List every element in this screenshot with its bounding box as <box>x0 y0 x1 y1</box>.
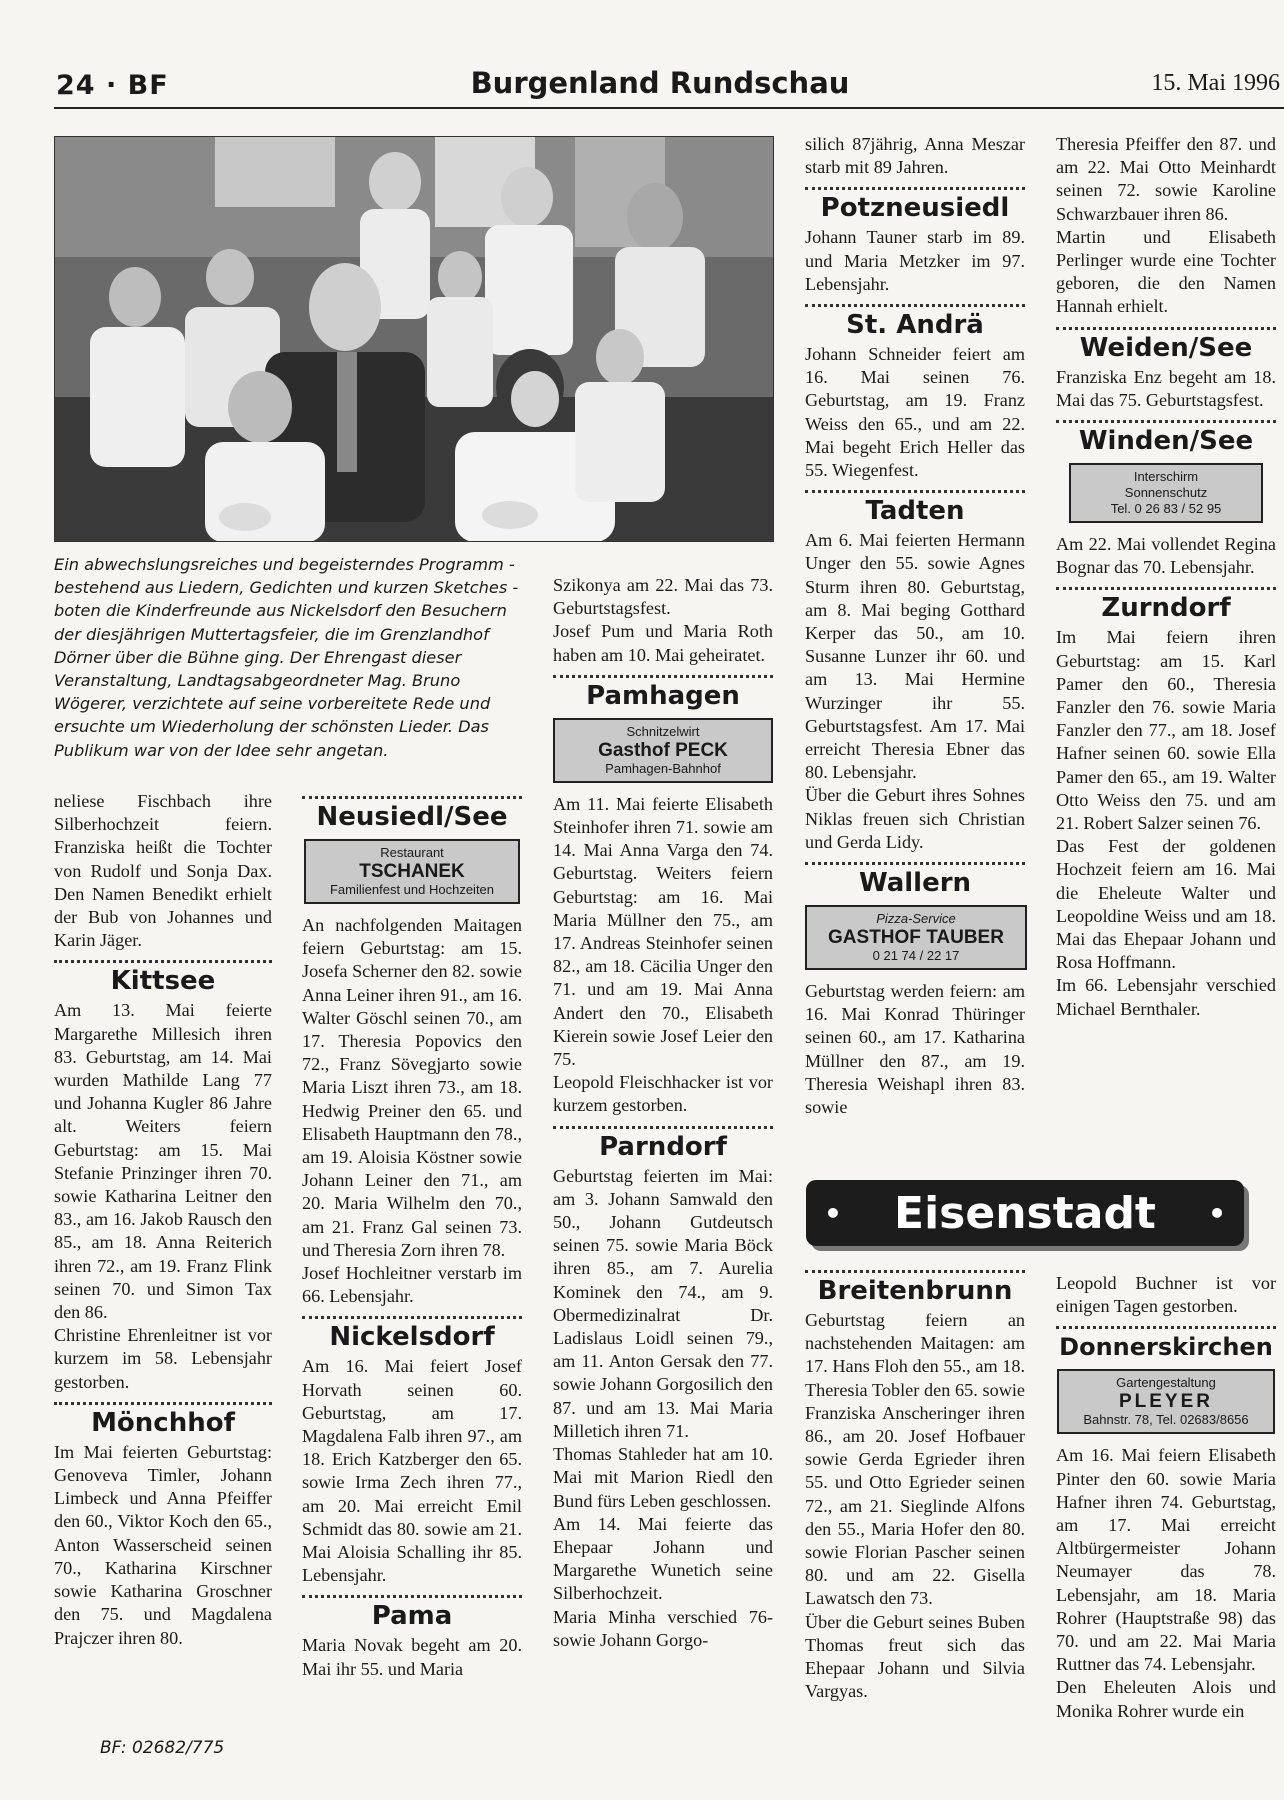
article-text: Franziska Enz begeht am 18. Mai das 75. Geburtstagsfest. <box>1056 366 1276 410</box>
article-text: Geburtstag feiern an nachstehenden Maitagen: am 17. Hans Floh den 55., am 18. Theresia Tobler den 65. sowie Franziska Anscheringer ihren 86., am 20. Josef Hofbauer sowie Gerda Egrieder ihren 55. und Otto Egrieder seinen 72., am 21. Sieglinde Alfons den 55., Maria Hofer den 80. sowie Florian Pascher seinen 80. und am 22. Gisella Lawatsch den 73. <box>805 1310 1025 1609</box>
article-text: neliese Fischbach ihre Silberhochzeit feiern. Franziska heißt die Tochter von Rudolf und Sonja Dax. Den Namen Benedikt erhielt der Bub von Johannes und Karin Jäger. <box>54 791 272 951</box>
ad-gasthof-tauber <box>805 905 1027 970</box>
section-divider <box>1056 1326 1276 1329</box>
bullet: • <box>1208 1196 1226 1230</box>
ad-line: TSCHANEK <box>359 861 465 882</box>
ad-line: Tel. 0 26 83 / 52 95 <box>1110 501 1222 517</box>
region-banner-eisenstadt <box>806 1180 1244 1246</box>
article-text: Am 6. Mai feierten Hermann Unger den 55. sowie Agnes Sturm ihren 80. Geburtstag, am 8. Mai beging Gotthard Kerper das 50., am 10. Susanne Lunzer ihr 60. und am 13. Mai Hermine Wurzinger ihr 55. Geburtstagsfest. Am 17. Mai erreicht Theresia Ebner das 80. Lebensjahr. <box>805 530 1025 783</box>
article-text: Den Eheleuten Alois und Monika Rohrer wurde ein <box>1056 1677 1276 1721</box>
section-divider <box>1056 420 1276 423</box>
section-title-pamhagen: Pamhagen <box>586 680 740 711</box>
article-text: Am 11. Mai feierte Elisabeth Steinhofer ihren 71. sowie am 14. Mai Anna Varga den 74. Geburtstag. Weiters feiern Geburtstag: am 16. Mai Maria Müllner den 75., am 17. Andreas Steinhofer seinen 82., am 18. Cäcilia Unger den 71. und am 19. Mai Anna Andert den 70., Elisabeth Kierein sowie Josef Leier den 75. <box>553 793 773 1070</box>
ad-line: Familienfest und Hochzeiten <box>329 882 495 897</box>
ad-line: Bahnstr. 78, Tel. 02683/8656 <box>1083 1412 1249 1428</box>
article-text: Am 16. Mai feiern Elisabeth Pinter den 60. sowie Maria Hafner ihren 74. Geburtstag, am 17. Mai erreicht Altbürgermeister Johann Neumayer das 78. Lebensjahr, am 18. Maria Rohrer (Hauptstraße 98) das 70. und am 22. Mai Maria Ruttner das 74. Lebensjahr. <box>1056 1445 1276 1675</box>
article-text: Josef Pum und Maria Roth haben am 10. Mai geheiratet. <box>553 621 773 665</box>
section-title-kittsee: Kittsee <box>110 966 216 997</box>
section-title-moenchhof: Mönchhof <box>91 1407 235 1438</box>
photo-caption: Ein abwechslungsreiches und begeisterndes Programm - bestehend aus Liedern, Gedichten und kurzen Sketches - boten die Kinderfreunde aus Nickelsdorf den Besuchern der diesjährigen Muttertagsfeier, die im Grenzlandhof Dörner über die Bühne ging. Der Ehrengast dieser Veranstaltung, Landtagsabgeordneter Mag. Bruno Wögerer, verzichtete auf seine vorbereitete Rede und ersuchte um Wiederholung der schönsten Lieder. Das Publikum war von der Idee sehr angetan. <box>54 555 519 760</box>
section-divider <box>1056 327 1276 330</box>
section-divider <box>805 304 1025 307</box>
article-text: Im Mai feiern ihren Geburtstag: am 15. Karl Pamer den 60., Theresia Fanzler den 76. sowie Maria Fanzler den 77., am 18. Josef Hafner seinen 60. sowie Ella Pamer den 65., am 19. Walter Otto Weiss den 75. und am 21. Robert Salzer seinen 76. <box>1056 627 1276 834</box>
ad-line: Pizza-Service <box>876 911 956 927</box>
article-text: Leopold Buchner ist vor einigen Tagen gestorben. <box>1056 1273 1276 1317</box>
section-divider <box>805 1270 1025 1273</box>
section-divider <box>1056 587 1276 590</box>
section-title-breitenbrunn: Breitenbrunn <box>817 1276 1013 1306</box>
article-text: Maria Novak begeht am 20. Mai ihr 55. und Maria <box>302 1635 522 1679</box>
section-title-weiden: Weiden/See <box>1079 332 1253 363</box>
article-text: Im Mai feierten Geburtstag: Genoveva Timler, Johann Limbeck und Anna Pfeiffer den 60., Viktor Koch den 65., Anton Wasserscheid seinen 70., Katharina Kirschner sowie Katharina Groschner den 75. und Magdalena Prajczer ihren 80. <box>54 1441 272 1648</box>
article-text: Im 66. Lebensjahr verschied Michael Bernthaler. <box>1056 975 1276 1019</box>
photo-children-and-guest-icon <box>55 137 773 541</box>
section-title-wallern: Wallern <box>858 868 972 899</box>
article-text: Am 16. Mai feiert Josef Horvath seinen 60. Geburtstag, am 17. Magdalena Falb ihren 97., am 18. Erich Katzberger den 65. sowie Irma Zech ihren 77., am 20. Mai erreicht Emil Schmidt das 80. sowie am 21. Mai Aloisia Schalling ihr 85. Lebensjahr. <box>302 1356 522 1586</box>
article-text: Geburtstag werden feiern: am 16. Mai Konrad Thüringer seinen 60., am 17. Katharina Müllner den 87., am 19. Theresia Weishapl ihren 83. sowie <box>805 981 1025 1118</box>
ad-line: Pamhagen-Bahnhof <box>605 760 721 776</box>
section-title-nickelsdorf: Nickelsdorf <box>329 1322 495 1353</box>
ad-line: Restaurant <box>380 845 444 860</box>
ad-line: 0 21 74 / 22 17 <box>872 948 960 964</box>
section-divider <box>805 490 1025 493</box>
ad-tschanek <box>304 839 520 904</box>
section-title-zurndorf: Zurndorf <box>1101 593 1231 624</box>
issue-date: 15. Mai 1996 <box>1151 70 1280 96</box>
section-title-potzneusiedl: Potzneusiedl <box>820 193 1010 224</box>
ad-line: Sonnenschutz <box>1124 485 1208 501</box>
header-rule <box>54 107 1284 109</box>
article-text: silich 87jährig, Anna Meszar starb mit 89 Jahren. <box>805 134 1025 178</box>
news-photo <box>54 136 774 542</box>
article-text: Szikonya am 22. Mai das 73. Geburtstagsfest. <box>553 575 773 619</box>
article-text: Martin und Elisabeth Perlinger wurde eine Tochter geboren, die den Namen Hannah erhielt. <box>1056 226 1276 317</box>
column-breitenbrunn <box>805 1262 1025 1703</box>
footer-phone: BF: 02682/775 <box>100 1738 225 1758</box>
ad-interschirm <box>1069 463 1263 523</box>
article-text: Geburtstag feierten im Mai: am 3. Johann Samwald den 50., Johann Gutdeutsch seinen 75. sowie Maria Böck ihren 85., am 7. Aurelia Kominek den 74., am 9. Obermedizinalrat Dr. Ladislaus Loidl seinen 79., am 11. Anton Gersak den 77. sowie Johann Gorgosilich den 87. und am 13. Mai Maria Milletich ihren 71. <box>553 1165 773 1441</box>
column-1 <box>54 790 272 1650</box>
article-text: Am 22. Mai vollendet Regina Bognar das 70. Lebensjahr. <box>1056 534 1276 578</box>
article-text: Christine Ehrenleitner ist vor kurzem im 58. Lebensjahr gestorben. <box>54 1325 272 1392</box>
section-divider <box>805 187 1025 190</box>
article-text: Josef Hochleitner verstarb im 66. Lebensjahr. <box>302 1263 522 1307</box>
section-title-standrae: St. Andrä <box>846 310 984 341</box>
section-title-winden: Winden/See <box>1078 426 1254 457</box>
ad-line: GASTHOF TAUBER <box>828 927 1004 949</box>
section-title-pama: Pama <box>371 1601 453 1632</box>
article-text: Johann Tauner starb im 89. und Maria Metzker im 97. Lebensjahr. <box>805 227 1025 294</box>
section-divider <box>302 796 522 799</box>
column-2 <box>302 788 522 1681</box>
section-divider <box>302 1595 522 1598</box>
article-text: Johann Schneider feiert am 16. Mai seinen 76. Geburtstag, am 19. Franz Weiss den 65., und am 22. Mai begeht Erich Heller das 55. Wiegenfest. <box>805 344 1025 481</box>
ad-gasthof-peck <box>553 718 773 783</box>
article-text: Über die Geburt ihres Sohnes Niklas freuen sich Christian und Gerda Lidy. <box>805 785 1025 852</box>
column-3 <box>553 574 773 1652</box>
ad-line: PLEYER <box>1118 1391 1214 1413</box>
column-4 <box>805 133 1025 1119</box>
section-divider <box>54 1402 272 1405</box>
ad-line: Schnitzelwirt <box>626 723 700 739</box>
section-divider <box>302 1316 522 1319</box>
banner-title: Eisenstadt <box>894 1187 1156 1239</box>
section-title-donnerskirchen: Donnerskirchen <box>1059 1333 1273 1362</box>
ad-pleyer <box>1057 1369 1275 1434</box>
section-divider <box>54 960 272 963</box>
section-divider <box>553 1126 773 1129</box>
ad-line: Gasthof PECK <box>598 739 728 761</box>
section-divider <box>553 675 773 678</box>
article-text: Maria Minha verschied 76- sowie Johann Gorgo- <box>553 1606 773 1650</box>
article-text: Leopold Fleischhacker ist vor kurzem gestorben. <box>553 1072 773 1116</box>
article-text: Thomas Stahleder hat am 10. Mai mit Marion Riedl den Bund fürs Leben geschlossen. <box>553 1444 773 1511</box>
ad-line: Interschirm <box>1133 469 1199 485</box>
article-text: An nachfolgenden Maitagen feiern Geburtstag: am 15. Josefa Scherner den 82. sowie Anna Leiner ihren 91., am 16. Walter Göschl seinen 70., am 17. Theresia Popovics den 72., Franz Sövegjarto sowie Maria Liszt ihren 73., am 18. Hedwig Preiner den 65. und Elisabeth Hauptmann den 78., am 19. Aloisia Köstner sowie Johann Leiner den 71., am 20. Maria Wilhelm den 70., am 21. Franz Gal seinen 73. und Theresia Zorn ihren 78. <box>302 915 522 1260</box>
section-divider <box>805 862 1025 865</box>
article-text: Das Fest der goldenen Hochzeit feiern am 16. Mai die Eheleute Walter und Leopoldine Weiss und am 18. Mai das Ehepaar Johann und Rosa Hoffmann. <box>1056 836 1276 973</box>
section-title-neusiedl: Neusiedl/See <box>316 802 508 832</box>
newspaper-title: Burgenland Rundschau <box>470 66 850 100</box>
section-title-parndorf: Parndorf <box>599 1131 727 1162</box>
bullet: • <box>824 1196 842 1230</box>
column-5 <box>1056 133 1276 1021</box>
article-text: Über die Geburt seines Buben Thomas freut sich das Ehepaar Johann und Silvia Vargyas. <box>805 1611 1025 1702</box>
page-number: 24 · BF <box>56 70 169 101</box>
article-text: Am 13. Mai feierte Margarethe Millesich ihren 83. Geburtstag, am 14. Mai wurden Mathilde Lang 77 und Johanna Kugler 86 Jahre alt. Weiters feiern Geburtstag: am 15. Mai Stefanie Prinzinger ihren 70. sowie Katharina Leitner den 83., am 16. Jakob Rausch den 85., am 18. Anna Reiterich ihren 72., am 19. Franz Flink seinen 70. und Simon Tax den 86. <box>54 1000 272 1323</box>
column-donnerskirchen <box>1056 1272 1276 1723</box>
article-text: Am 14. Mai feierte das Ehepaar Johann und Margarethe Wunetich seine Silberhochzeit. <box>553 1513 773 1604</box>
ad-line: Gartengestaltung <box>1116 1375 1216 1391</box>
article-text: Theresia Pfeiffer den 87. und am 22. Mai Otto Meinhardt seinen 72. sowie Karoline Schwarzbauer ihren 86. <box>1056 134 1276 224</box>
section-title-tadten: Tadten <box>865 496 965 527</box>
